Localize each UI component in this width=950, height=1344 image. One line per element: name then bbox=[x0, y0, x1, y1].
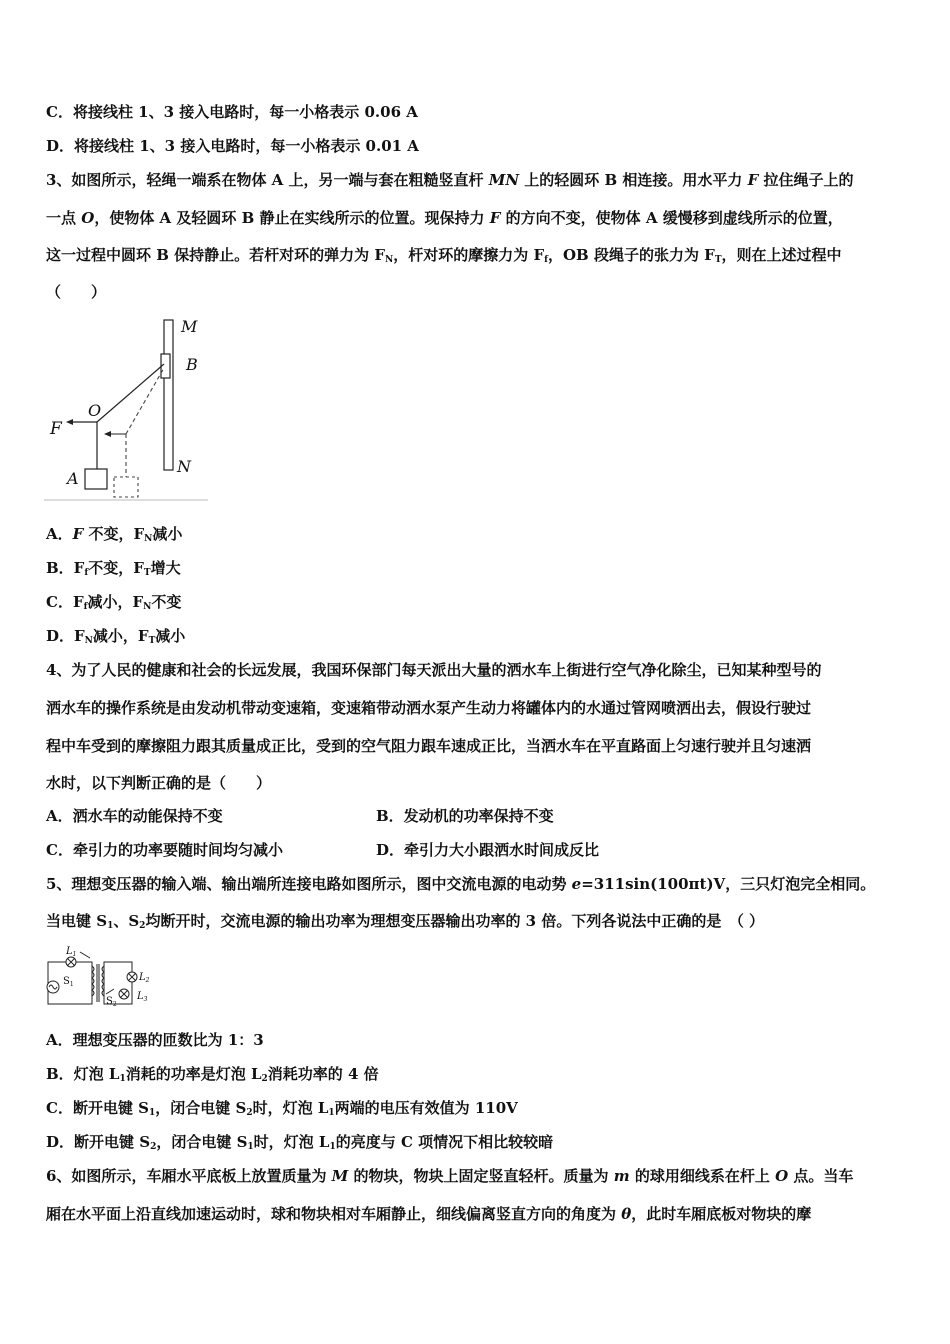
q5-option-c: C．断开电键 $S_1$，闭合电键 $S_2$时，灯泡 $L_1$两端的电压有效值为 110V bbox=[46, 1099, 518, 1118]
q5-circuit-figure bbox=[44, 944, 156, 1012]
rod-mn bbox=[164, 320, 173, 470]
rope-ob bbox=[97, 364, 164, 422]
q3-option-a: A．F 不变，$F_N$减小 bbox=[46, 525, 183, 544]
q3-option-d: D．$F_N$减小，$F_T$减小 bbox=[46, 627, 186, 646]
label-s2: $S_2$ bbox=[106, 996, 117, 1008]
q5-line-1: 5、理想变压器的输入端、输出端所连接电路如图所示，图中交流电源的电动势 e=311sin(100πt)V，三只灯泡完全相同。 bbox=[46, 875, 876, 893]
q5-line-2: 当电键 $S_1$、$S_2$均断开时，交流电源的输出功率为理想变压器输出功率的 3 倍。下列各说法中正确的是 （ ） bbox=[46, 912, 765, 931]
q3-option-c: C．$F_f$减小，$F_N$不变 bbox=[46, 593, 182, 612]
label-n: N bbox=[177, 457, 191, 476]
label-f: F bbox=[50, 419, 62, 439]
q3-answer-paren: （ ） bbox=[46, 283, 107, 301]
switch-s2 bbox=[106, 989, 114, 994]
q4-option-a: A．洒水车的动能保持不变 bbox=[46, 807, 223, 825]
q3-option-b: B．$F_f$不变，$F_T$增大 bbox=[46, 559, 181, 578]
q6-line-2: 厢在水平面上沿直线加速运动时，球和物块相对车厢静止，细线偏离竖直方向的角度为 θ，此时车厢底板对物块的摩 bbox=[46, 1205, 812, 1223]
q3-line-1: 3、如图所示，轻绳一端系在物体 A 上，另一端与套在粗糙竖直杆 MN 上的轻圆环 B 相连接。用水平力 F 拉住绳子上的 bbox=[46, 171, 854, 189]
q4-option-b: B．发动机的功率保持不变 bbox=[376, 807, 554, 825]
label-l1: $L_1$ bbox=[66, 946, 77, 958]
q2-option-c: C．将接线柱 1、3 接入电路时，每一小格表示 0.06 A bbox=[46, 103, 418, 121]
label-m: M bbox=[181, 317, 198, 336]
q4-option-c: C．牵引力的功率要随时间均匀减小 bbox=[46, 841, 283, 859]
dashed-force-arrowhead bbox=[104, 431, 111, 437]
q4-line-3: 程中车受到的摩擦阻力跟其质量成正比，受到的空气阻力跟车速成正比，当洒水车在平直路面上匀速行驶并且匀速洒 bbox=[46, 737, 812, 755]
label-b: B bbox=[186, 355, 198, 374]
q4-line-4: 水时，以下判断正确的是（ ） bbox=[46, 774, 272, 792]
q4-line-2: 洒水车的操作系统是由发动机带动变速箱，变速箱带动洒水泵产生动力将罐体内的水通过管网喷洒出去，假设行驶过 bbox=[46, 699, 812, 717]
q4-option-d: D．牵引力大小跟洒水时间成反比 bbox=[376, 841, 600, 859]
q3-figure bbox=[40, 312, 215, 504]
block-a bbox=[85, 469, 107, 489]
q6-line-1: 6、如图所示，车厢水平底板上放置质量为 M 的物块，物块上固定竖直轻杆。质量为 m 的球用细线系在杆上 O 点。当车 bbox=[46, 1167, 854, 1185]
q5-option-d: D．断开电键 $S_2$，闭合电键 $S_1$时，灯泡 $L_1$的亮度与 C 项情况下相比较较暗 bbox=[46, 1133, 554, 1152]
q3-line-2: 一点 O，使物体 A 及轻圆环 B 静止在实线所示的位置。现保持力 F 的方向不变，使物体 A 缓慢移到虚线所示的位置， bbox=[46, 209, 843, 227]
q4-line-1: 4、为了人民的健康和社会的长远发展，我国环保部门每天派出大量的洒水车上街进行空气净化除尘，已知某种型号的 bbox=[46, 661, 822, 679]
label-l2: $L_2$ bbox=[139, 972, 150, 984]
label-s1: $S_1$ bbox=[63, 976, 74, 988]
q3-line-3: 这一过程中圆环 B 保持静止。若杆对环的弹力为 $F_N$，杆对环的摩擦力为 $F_f$，OB 段绳子的张力为 $F_T$，则在上述过程中 bbox=[46, 246, 842, 265]
force-f-arrowhead bbox=[66, 419, 73, 425]
q5-option-a: A．理想变压器的匝数比为 1：3 bbox=[46, 1031, 264, 1049]
q2-option-d: D．将接线柱 1、3 接入电路时，每一小格表示 0.01 A bbox=[46, 137, 419, 155]
q5-option-b: B．灯泡 $L_1$消耗的功率是灯泡 $L_2$消耗功率的 4 倍 bbox=[46, 1065, 379, 1084]
switch-s1 bbox=[80, 952, 90, 958]
dashed-block-a bbox=[114, 477, 138, 497]
label-o: O bbox=[88, 401, 102, 420]
label-a: A bbox=[67, 469, 79, 488]
dashed-rope-ob bbox=[126, 368, 164, 434]
label-l3: $L_3$ bbox=[137, 991, 148, 1003]
